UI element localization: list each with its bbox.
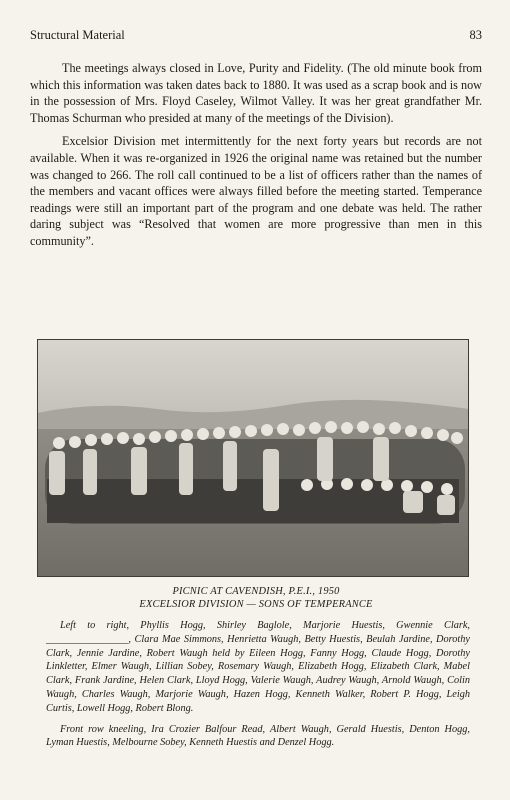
photo-caption bbox=[30, 585, 482, 611]
photo-names bbox=[46, 619, 470, 757]
caption-line-1: PICNIC AT CAVENDISH, P.E.I., 1950 bbox=[172, 586, 340, 597]
group-photo bbox=[37, 339, 469, 577]
crowd bbox=[45, 439, 465, 524]
names-left-to-right: Left to right, Phyllis Hogg, Shirley Baglole, Marjorie Huestis, Gwennie Clark, ________________, Clara Mae Simmons, Henrietta Waugh, Betty Huestis, Beulah Jardine, Dorothy Clark, Jennie Jardine, Robert Waugh held by Eileen Hogg, Fanny Hogg, Claude Hogg, Dorothy Linkletter, Elmer Waugh, Lillian Sobey, Rosemary Waugh, Elizabeth Hogg, Elizabeth Clark, Mabel Clark, Frank Jardine, Helen Clark, Lloyd Hogg, Valerie Waugh, Audrey Waugh, Arnold Waugh, Colin Waugh, Charles Waugh, Marjorie Waugh, Hazen Hogg, Kenneth Walker, Robert P. Hogg, Leigh Curtis, Lowell Hogg, Robert Blong. bbox=[46, 620, 470, 714]
paragraph-minute-book: The meetings always closed in Love, Purity and Fidelity. (The old minute book from which this information was taken dates back to 1880. It was used as a scrap book and is now in the possession of Mrs. Floyd Caseley, Wilmot Valley. It was her great grandfather Mr. Thomas Schurman who presided at many of the meetings of the Division). bbox=[30, 61, 482, 125]
caption-line-2: EXCELSIOR DIVISION — SONS OF TEMPERANCE bbox=[139, 599, 373, 610]
running-head bbox=[30, 28, 482, 43]
names-front-row: Front row kneeling, Ira Crozier Balfour Read, Albert Waugh, Gerald Huestis, Denton Hogg, Lyman Huestis, Melbourne Sobey, Kenneth Huestis and Denzel Hogg. bbox=[46, 723, 470, 749]
body-text bbox=[30, 60, 482, 257]
paragraph-reorganization: Excelsior Division met intermittently for the next forty years but records are not available. When it was re-organized in 1926 the original name was retained but the number was changed to 266. The roll call continued to be a list of officers rather than the names of the members and vacant offices were always filled before the meeting started. Temperance readings were still an important part of the program and one debate was held. The rather daring subject was “Resolved that women are more progressive than men in this community”. bbox=[30, 134, 482, 248]
page-number: 83 bbox=[469, 28, 482, 42]
section-title: Structural Material bbox=[30, 28, 125, 42]
group-photo-drawing bbox=[37, 339, 469, 577]
